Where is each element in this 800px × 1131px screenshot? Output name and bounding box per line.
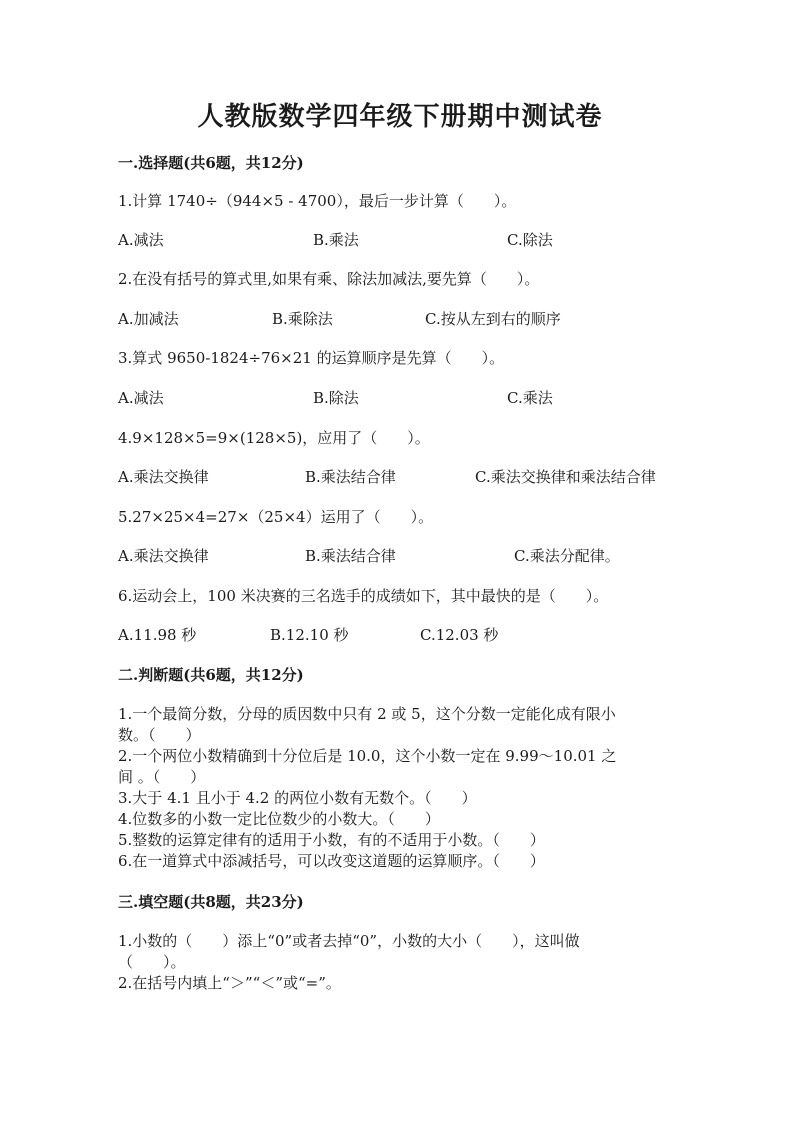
q3-option-a: A.减法: [118, 389, 164, 407]
section-heading-choice: 一.选择题(共6题，共12分): [118, 154, 304, 172]
q2-option-a: A.加减法: [118, 310, 179, 328]
q2-option-b: B.乘除法: [272, 310, 333, 328]
judgement-line-8: 6.在一道算式中添减括号，可以改变这道题的运算顺序。（ ）: [118, 852, 545, 870]
q6-option-b: B.12.10 秒: [270, 626, 349, 644]
q6-option-c: C.12.03 秒: [420, 626, 499, 644]
question-6: 6.运动会上，100 米决赛的三名选手的成绩如下，其中最快的是（ ）。: [118, 587, 609, 605]
q4-option-a: A.乘法交换律: [118, 468, 209, 486]
fill-line-1: 1.小数的（ ）添上“0”或者去掉“0”，小数的大小（ ），这叫做: [118, 932, 580, 950]
fill-line-2: （ ）。: [118, 953, 186, 971]
question-2: 2.在没有括号的算式里,如果有乘、除法加减法,要先算（ ）。: [118, 270, 540, 288]
q4-option-b: B.乘法结合律: [305, 468, 396, 486]
q1-option-c: C.除法: [507, 231, 553, 249]
q3-option-b: B.除法: [313, 389, 359, 407]
q3-option-c: C.乘法: [507, 389, 553, 407]
question-5: 5.27×25×4=27×（25×4）运用了（ ）。: [118, 508, 434, 526]
q1-option-b: B.乘法: [313, 231, 359, 249]
q2-option-c: C.按从左到右的顺序: [425, 310, 561, 328]
judgement-line-1: 1.一个最简分数，分母的质因数中只有 2 或 5，这个分数一定能化成有限小: [118, 705, 616, 723]
judgement-line-2: 数。（ ）: [118, 726, 201, 744]
q5-option-a: A.乘法交换律: [118, 547, 209, 565]
judgement-line-6: 4.位数多的小数一定比位数少的小数大。（ ）: [118, 810, 440, 828]
q5-option-c: C.乘法分配律。: [514, 547, 620, 565]
section-heading-fill: 三.填空题(共8题，共23分): [118, 893, 304, 911]
fill-line-3: 2.在括号内填上“＞”“＜”或“=”。: [118, 974, 341, 992]
question-3: 3.算式 9650-1824÷76×21 的运算顺序是先算（ ）。: [118, 349, 505, 367]
q1-option-a: A.减法: [118, 231, 164, 249]
question-4: 4.9×128×5=9×(128×5)，应用了（ ）。: [118, 429, 430, 447]
q5-option-b: B.乘法结合律: [305, 547, 396, 565]
judgement-line-4: 间 。（ ）: [118, 768, 206, 786]
judgement-line-7: 5.整数的运算定律有的适用于小数，有的不适用于小数。（ ）: [118, 831, 545, 849]
q6-option-a: A.11.98 秒: [118, 626, 197, 644]
question-1: 1.计算 1740÷（944×5 - 4700），最后一步计算（ ）。: [118, 192, 517, 210]
section-heading-judgement: 二.判断题(共6题，共12分): [118, 666, 304, 684]
q4-option-c: C.乘法交换律和乘法结合律: [475, 468, 656, 486]
page-title: 人教版数学四年级下册期中测试卷: [197, 102, 603, 132]
judgement-line-5: 3.大于 4.1 且小于 4.2 的两位小数有无数个。（ ）: [118, 789, 477, 807]
judgement-line-3: 2.一个两位小数精确到十分位后是 10.0，这个小数一定在 9.99～10.01 之: [118, 747, 617, 765]
